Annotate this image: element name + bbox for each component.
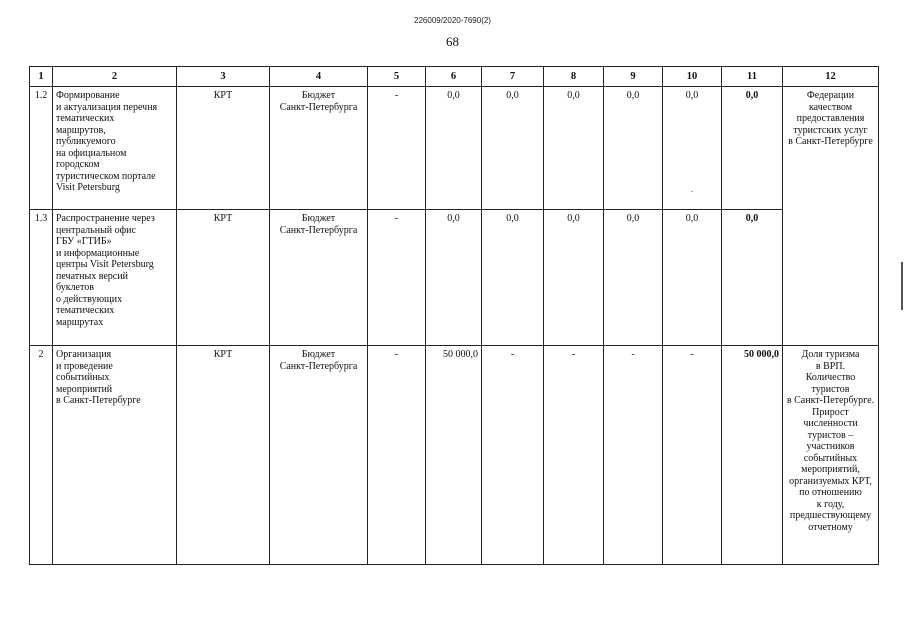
activity-name: Формирование и актуализация перечня тематических маршрутов, публикуемого на официальном городском туристическом портале Visit Petersburg	[53, 87, 177, 210]
stray-mark: .	[691, 184, 693, 194]
funding-source: Бюджет Санкт-Петербурга	[270, 210, 368, 346]
scan-edge-mark	[901, 262, 903, 310]
table-row	[30, 87, 879, 210]
header-cell: 8	[544, 67, 604, 87]
cell-col6: 0,0	[426, 87, 482, 210]
cell-col7: 0,0	[482, 210, 544, 346]
header-cell: 10	[663, 67, 722, 87]
data-table	[29, 66, 879, 565]
cell-col11-total: 50 000,0	[722, 346, 783, 565]
activity-name: Распространение через центральный офис ГБУ «ГТИБ» и информационные центры Visit Petersburg печатных версий буклетов о действующих тематических маршрутах	[53, 210, 177, 346]
row-number: 1.3	[30, 210, 53, 346]
cell-col5: -	[368, 87, 426, 210]
cell-col9: 0,0	[604, 87, 663, 210]
cell-col11-total: 0,0	[722, 87, 783, 210]
header-cell: 12	[783, 67, 879, 87]
header-cell: 9	[604, 67, 663, 87]
cell-col6: 50 000,0	[426, 346, 482, 565]
executor: КРТ	[177, 346, 270, 565]
header-cell: 11	[722, 67, 783, 87]
document-id: 226009/2020-7690(2)	[414, 16, 491, 25]
row-number: 1.2	[30, 87, 53, 210]
row-number: 2	[30, 346, 53, 565]
header-cell: 4	[270, 67, 368, 87]
header-row	[30, 67, 879, 87]
funding-source: Бюджет Санкт-Петербурга	[270, 87, 368, 210]
cell-col5: -	[368, 210, 426, 346]
cell-col8: -	[544, 346, 604, 565]
cell-col6: 0,0	[426, 210, 482, 346]
executor: КРТ	[177, 87, 270, 210]
indicator-cell: Федерации качеством предоставления туристских услуг в Санкт-Петербурге	[783, 87, 879, 346]
table-row	[30, 346, 879, 565]
cell-col8: 0,0	[544, 210, 604, 346]
header-cell: 7	[482, 67, 544, 87]
cell-col10-value: 0,0	[685, 90, 699, 101]
cell-col8: 0,0	[544, 87, 604, 210]
indicator-cell: Доля туризма в ВРП. Количество туристов в Санкт-Петербурге. Прирост численности туристов – участников событийных мероприятий, организуемых КРТ, по отношению к году, предшествующему отчетному	[783, 346, 879, 565]
header-cell: 2	[53, 67, 177, 87]
cell-col9: 0,0	[604, 210, 663, 346]
executor: КРТ	[177, 210, 270, 346]
header-cell: 6	[426, 67, 482, 87]
cell-col10: -	[663, 346, 722, 565]
funding-source: Бюджет Санкт-Петербурга	[270, 346, 368, 565]
cell-col10	[663, 87, 722, 210]
cell-col7: 0,0	[482, 87, 544, 210]
cell-col9: -	[604, 346, 663, 565]
cell-col7: -	[482, 346, 544, 565]
cell-col11-total: 0,0	[722, 210, 783, 346]
cell-col10: 0,0	[663, 210, 722, 346]
activity-name: Организация и проведение событийных мероприятий в Санкт-Петербурге	[53, 346, 177, 565]
header-cell: 1	[30, 67, 53, 87]
table-row	[30, 210, 879, 346]
cell-col5: -	[368, 346, 426, 565]
header-cell: 5	[368, 67, 426, 87]
page-number: 68	[446, 34, 459, 49]
header-cell: 3	[177, 67, 270, 87]
